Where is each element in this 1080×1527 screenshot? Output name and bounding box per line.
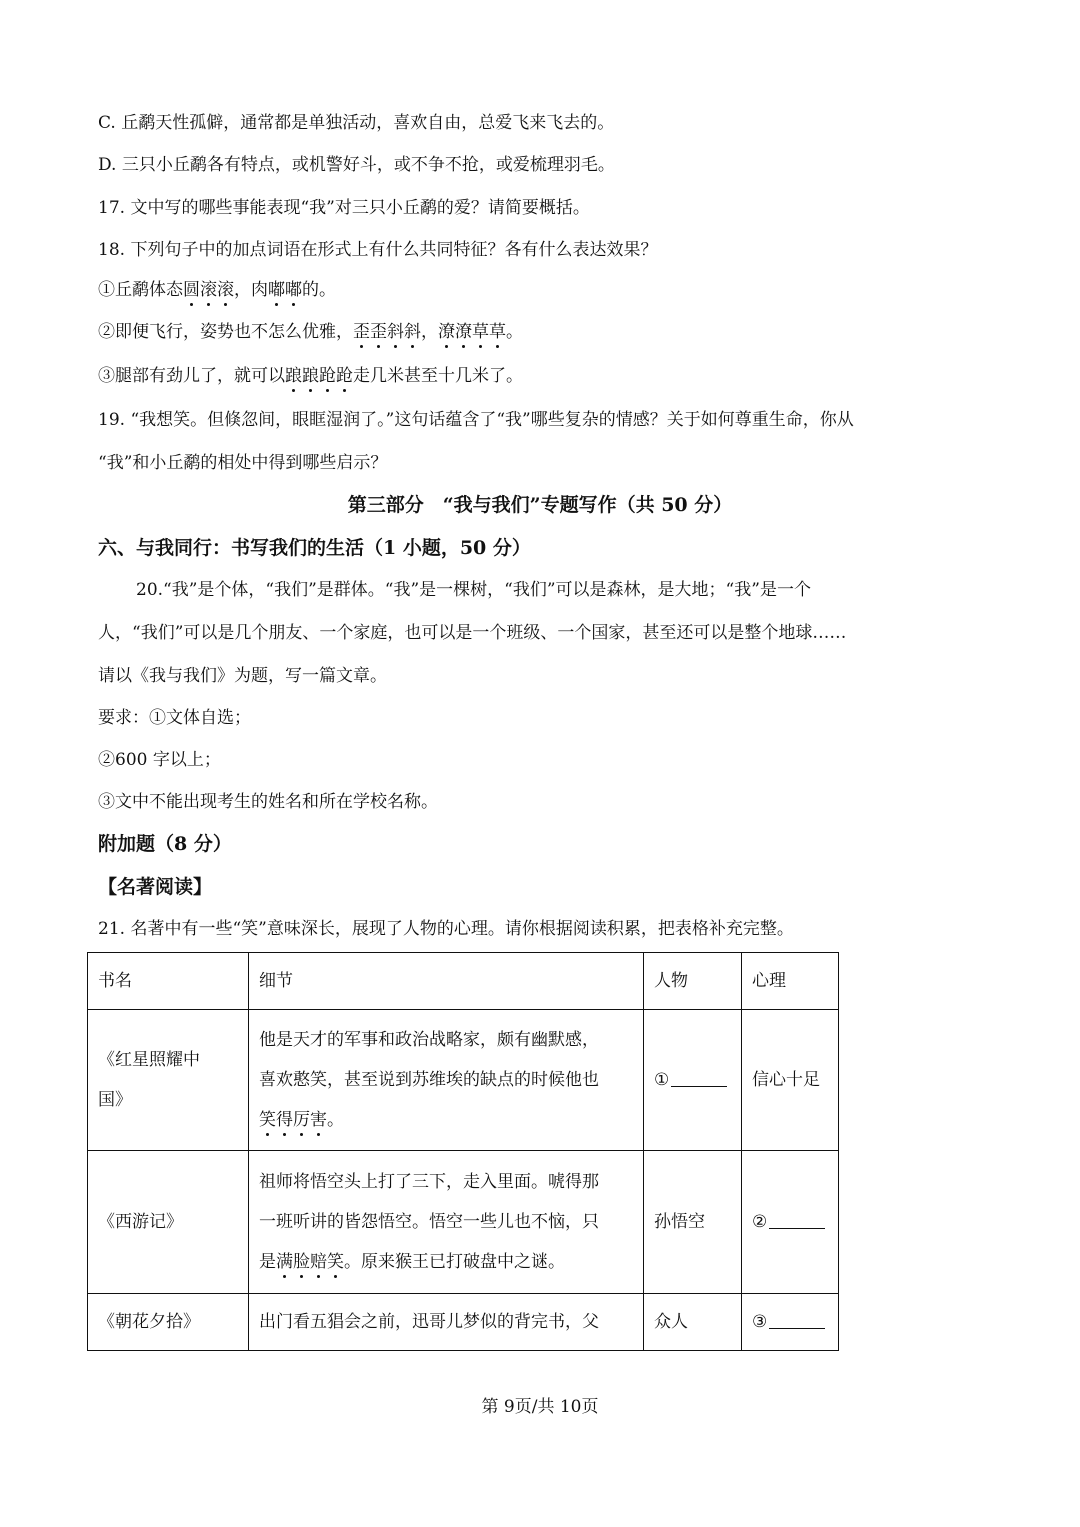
emphasis-char: 厉: [293, 1110, 310, 1130]
s3-dotted-1: [285, 366, 353, 386]
mind-label: ②: [752, 1212, 768, 1232]
table-row: [88, 1294, 839, 1351]
classics-table: [87, 952, 839, 1351]
detail-post: 。原来猴王已打破盘中之谜。: [344, 1252, 565, 1272]
emphasis-char: 滚: [200, 280, 217, 300]
mind-cell[interactable]: [742, 1294, 839, 1351]
s1-mid: ，肉: [234, 280, 268, 300]
s2-post: 。: [506, 322, 523, 342]
q18-sentence-3: [98, 364, 523, 388]
s2-mid: ，: [421, 322, 438, 342]
requirement-2: ②600 字以上；: [98, 750, 221, 770]
s3-pre: ③腿部有劲儿了，就可以: [98, 366, 285, 386]
emphasis-char: 草: [489, 322, 506, 342]
emphasis-char: 脸: [293, 1252, 310, 1272]
page-footer: 第 9页/共 10页: [481, 1397, 599, 1417]
header-book: 书名: [88, 953, 249, 1010]
question-19-line-1: 19. “我想笑。但倏忽间，眼眶湿润了。”这句话蕴含了“我”哪些复杂的情感？关于如何尊重生命，你从: [98, 410, 854, 430]
emphasis-char: 斜: [387, 322, 404, 342]
s1-post: 的。: [302, 280, 336, 300]
emphasis-char: 嘟: [268, 280, 285, 300]
person-cell[interactable]: [644, 1010, 742, 1151]
emphasis-char: 嘟: [285, 280, 302, 300]
emphasis-char: 草: [472, 322, 489, 342]
mind-label: ③: [752, 1312, 768, 1332]
detail-line-3: [259, 1242, 633, 1282]
table-header-row: [88, 953, 839, 1010]
book-line-2: 国》: [98, 1090, 132, 1110]
question-20-line-1: 20.“我”是个体，“我们”是群体。“我”是一棵树，“我们”可以是森林，是大地；“我”是一个: [136, 580, 811, 600]
emphasis-char: 歪: [370, 322, 387, 342]
classics-title: 【名著阅读】: [98, 876, 213, 898]
detail-cell: [249, 1010, 644, 1151]
detail-cell: [249, 1151, 644, 1294]
s2-dotted-1: [353, 322, 421, 342]
emphasis-char: 满: [276, 1252, 293, 1272]
question-20-line-2: 人，“我们”可以是几个朋友、一个家庭，也可以是一个班级、一个国家，甚至还可以是整个地球……: [98, 623, 847, 643]
requirement-1: 要求：①文体自选；: [98, 708, 251, 728]
person-label: ①: [654, 1070, 670, 1090]
part3-title: 第三部分 “我与我们”专题写作（共 50 分）: [347, 494, 733, 516]
table-row: [88, 1010, 839, 1151]
requirement-3: ③文中不能出现考生的姓名和所在学校名称。: [98, 792, 438, 812]
q18-sentence-2: [98, 320, 523, 344]
bonus-title: 附加题（8 分）: [98, 833, 232, 855]
detail-post: 。: [327, 1110, 344, 1130]
person-cell: 众人: [644, 1294, 742, 1351]
person-cell: 孙悟空: [644, 1151, 742, 1294]
question-18: 18. 下列句子中的加点词语在形式上有什么共同特征？各有什么表达效果？: [98, 240, 658, 260]
s2-pre: ②即便飞行，姿势也不怎么优雅，: [98, 322, 353, 342]
emphasis-char: 潦: [438, 322, 455, 342]
emphasis-char: 笑: [327, 1252, 344, 1272]
emphasis-char: 踉: [285, 366, 302, 386]
s3-post: 走几米甚至十几米了。: [353, 366, 523, 386]
answer-blank-3[interactable]: [769, 1310, 825, 1329]
option-c: C. 丘鹬天性孤僻，通常都是单独活动，喜欢自由，总爱飞来飞去的。: [98, 113, 615, 133]
header-mind: 心理: [742, 953, 839, 1010]
emphasis-char: 潦: [455, 322, 472, 342]
book-cell: [88, 1010, 249, 1151]
detail-line-1: 祖师将悟空头上打了三下，走入里面。唬得那: [259, 1172, 599, 1192]
mind-cell: 信心十足: [742, 1010, 839, 1151]
detail-dotted: [259, 1110, 327, 1130]
question-21: 21. 名著中有一些“笑”意味深长，展现了人物的心理。请你根据阅读积累，把表格补充完整。: [98, 919, 794, 939]
table-row: [88, 1151, 839, 1294]
s1-dotted-2: [268, 280, 302, 300]
question-17: 17. 文中写的哪些事能表现“我”对三只小丘鹬的爱？请简要概括。: [98, 198, 590, 218]
s1-dotted-1: [183, 280, 234, 300]
detail-line-1: 他是天才的军事和政治战略家，颇有幽默感，: [259, 1030, 599, 1050]
detail-dotted: [276, 1252, 344, 1272]
detail-line-3: [259, 1100, 633, 1140]
s1-pre: ①丘鹬体态: [98, 280, 183, 300]
detail-cell: 出门看五猖会之前，迅哥儿梦似的背完书，父: [249, 1294, 644, 1351]
q18-sentence-1: [98, 278, 336, 302]
detail-line-2: 一班听讲的皆怨悟空。悟空一些儿也不恼，只: [259, 1212, 599, 1232]
question-20-line-3: 请以《我与我们》为题，写一篇文章。: [98, 666, 387, 686]
s2-dotted-2: [438, 322, 506, 342]
emphasis-char: 得: [276, 1110, 293, 1130]
book-cell: 《朝花夕拾》: [88, 1294, 249, 1351]
emphasis-char: 跄: [319, 366, 336, 386]
emphasis-char: 害: [310, 1110, 327, 1130]
question-19-line-2: “我”和小丘鹬的相处中得到哪些启示？: [98, 453, 388, 473]
emphasis-char: 滚: [217, 280, 234, 300]
emphasis-char: 斜: [404, 322, 421, 342]
book-cell: 《西游记》: [88, 1151, 249, 1294]
emphasis-char: 歪: [353, 322, 370, 342]
header-person: 人物: [644, 953, 742, 1010]
emphasis-char: 赔: [310, 1252, 327, 1272]
detail-line-2: 喜欢憨笑，甚至说到苏维埃的缺点的时候他也: [259, 1070, 599, 1090]
answer-blank-1[interactable]: [671, 1068, 727, 1087]
section6-title: 六、与我同行：书写我们的生活（1 小题，50 分）: [98, 537, 531, 559]
header-detail: 细节: [249, 953, 644, 1010]
emphasis-char: 跄: [336, 366, 353, 386]
detail-pre: 是: [259, 1252, 276, 1272]
emphasis-char: 笑: [259, 1110, 276, 1130]
book-line-1: 《红星照耀中: [98, 1050, 200, 1070]
emphasis-char: 圆: [183, 280, 200, 300]
mind-cell[interactable]: [742, 1151, 839, 1294]
emphasis-char: 踉: [302, 366, 319, 386]
answer-blank-2[interactable]: [769, 1210, 825, 1229]
option-d: D. 三只小丘鹬各有特点，或机警好斗，或不争不抢，或爱梳理羽毛。: [98, 155, 615, 175]
